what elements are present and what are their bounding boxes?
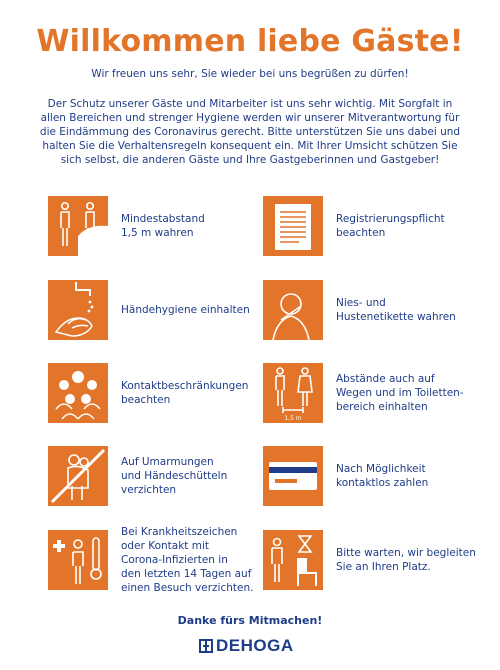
contactless-card-icon bbox=[263, 446, 323, 506]
intro-line: Wir freuen uns sehr, Sie wieder bei uns begrüßen zu dürfen! bbox=[91, 68, 409, 80]
logo-text: DEHOGA bbox=[216, 636, 294, 655]
rule-hand-hygiene bbox=[48, 280, 278, 340]
registration-form-icon bbox=[263, 196, 323, 256]
rule-label: Kontaktbeschränkungen beachten bbox=[121, 380, 249, 406]
intro-paragraph: Der Schutz unserer Gäste und Mitarbeiter ist uns sehr wichtig. Mit Sorgfalt in allen Bereichen und strenger Hygiene werden wir unserer Mitverantwortung für die Eindämmung des Coronavirus gerecht. Bitte unterstützen Sie uns dabei und halten Sie die Verhaltensregeln konsequent ein. Mit Ihrer Umsicht schützen Sie sich selbst, die anderen Gäste und Ihre Gastgeberinnen und Gastgeber! bbox=[39, 98, 461, 166]
rule-label: Nies- und Hustenetikette wahren bbox=[336, 297, 456, 323]
rule-wait-seat bbox=[263, 530, 493, 590]
rule-label: Abstände auch auf Wegen und im Toiletten- bereich einhalten bbox=[336, 373, 464, 413]
dehoga-logo bbox=[199, 637, 294, 655]
rule-label: Händehygiene einhalten bbox=[121, 304, 250, 316]
rule-distance bbox=[48, 196, 278, 256]
rule-label: Mindestabstand 1,5 m wahren bbox=[121, 213, 205, 239]
rule-contactless bbox=[263, 446, 493, 506]
rule-label: Nach Möglichkeit kontaktlos zahlen bbox=[336, 463, 429, 489]
thanks-text: Danke fürs Mitmachen! bbox=[177, 614, 323, 627]
dehoga-logo-icon bbox=[199, 639, 213, 653]
distance-caption: 1,5 m bbox=[284, 415, 302, 422]
rule-sneeze-etiquette bbox=[263, 280, 493, 340]
rule-label: Registrierungspflicht beachten bbox=[336, 213, 445, 239]
rule-label: Auf Umarmungen und Händeschütteln verzichten bbox=[121, 456, 228, 496]
toilet-distance-icon bbox=[263, 363, 323, 423]
no-hug-icon bbox=[48, 446, 108, 506]
rule-registration bbox=[263, 196, 493, 256]
wait-seat-icon bbox=[263, 530, 323, 590]
page-title: Willkommen liebe Gäste! bbox=[36, 24, 464, 59]
group-contact-icon bbox=[48, 363, 108, 423]
sickness-icon bbox=[48, 530, 108, 590]
rule-distance-paths bbox=[263, 363, 493, 423]
hand-washing-icon bbox=[48, 280, 108, 340]
sneeze-etiquette-icon bbox=[263, 280, 323, 340]
distance-icon bbox=[48, 196, 108, 256]
rule-sickness bbox=[48, 526, 278, 594]
rule-label: Bitte warten, wir begleiten Sie an Ihren Platz. bbox=[336, 547, 476, 573]
rule-label: Bei Krankheitszeichen oder Kontakt mit Corona-Infizierten in den letzten 14 Tagen auf einen Besuch verzichten. bbox=[121, 526, 254, 594]
rule-contact-limits bbox=[48, 363, 278, 423]
rule-no-hugs bbox=[48, 446, 278, 506]
